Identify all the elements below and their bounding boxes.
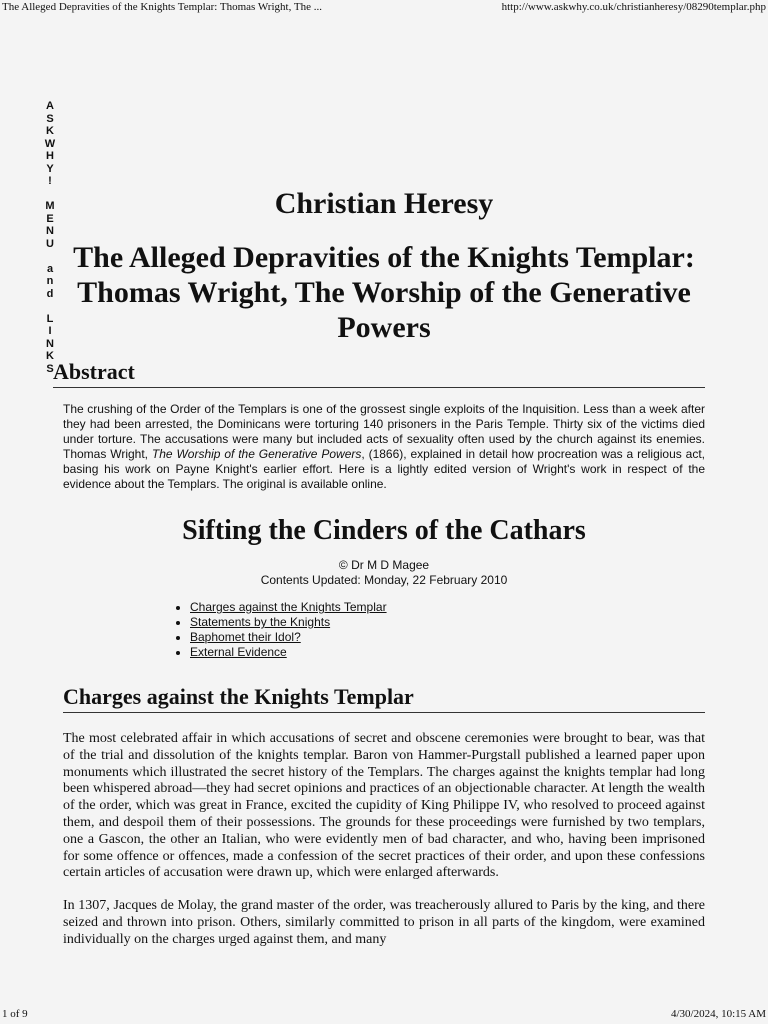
side-menu-letter[interactable]: d: [46, 287, 54, 300]
author-line: © Dr M D Magee: [338, 558, 430, 572]
table-of-contents: [63, 600, 705, 660]
side-menu-letter[interactable]: K: [46, 350, 54, 362]
print-footer: [0, 1008, 768, 1024]
toc-link-baphomet[interactable]: Baphomet their Idol?: [190, 630, 301, 644]
abstract-text-part1: The crushing of the Order of the Templars is one of the grossest single exploits of the Inquisition. Less than a week after they had been arrested, the Dominicans were torturing 140 prisoners in the Paris Temple. Thirty six of the victims died under torture. The accusations were many but included acts of sexuality often used by the church against its enemies. Thomas Wright,: [63, 402, 705, 461]
toc-link-charges[interactable]: Charges against the Knights Templar: [190, 600, 387, 614]
print-datetime: 4/30/2024, 10:15 AM: [670, 1008, 766, 1020]
toc-item: [190, 630, 705, 645]
page-counter: 1 of 9: [2, 1008, 28, 1020]
abstract-text: [63, 402, 705, 492]
charges-paragraph-2: In 1307, Jacques de Molay, the grand master of the order, was treacherously allured to Paris by the king, and there seized and thrown into prison. Others, similarly committed to prison in all parts of the kingdom, were examined individually on the charges urged against them, and many: [63, 898, 705, 947]
side-menu-letter[interactable]: H: [46, 150, 54, 162]
side-menu-letter[interactable]: U: [46, 237, 54, 250]
side-menu-letter[interactable]: L: [46, 312, 54, 325]
side-menu-letter[interactable]: n: [46, 275, 54, 287]
byline: [63, 558, 705, 588]
side-menu-letter[interactable]: A: [46, 100, 54, 112]
print-header-title: The Alleged Depravities of the Knights Templar: Thomas Wright, The ...: [2, 1, 322, 13]
side-menu-letter[interactable]: E: [46, 212, 54, 225]
side-menu-letter[interactable]: !: [48, 175, 52, 187]
toc-link-external[interactable]: External Evidence: [190, 645, 287, 659]
side-menu-letter[interactable]: N: [46, 225, 54, 237]
toc-item: [190, 645, 705, 660]
toc-item: [190, 600, 705, 615]
abstract-heading: Abstract: [53, 359, 705, 388]
side-menu-letter[interactable]: a: [46, 262, 54, 275]
side-menu-letter[interactable]: S: [46, 362, 54, 375]
side-menu-letter[interactable]: Y: [46, 162, 54, 175]
side-menu-letter[interactable]: S: [46, 112, 54, 125]
side-menu-letter[interactable]: I: [48, 325, 52, 337]
side-menu-letter[interactable]: W: [44, 137, 56, 150]
print-header-url: http://www.askwhy.co.uk/christianheresy/08290templar.php: [501, 1, 766, 13]
main-content: [53, 180, 705, 949]
abstract-book-title: The Worship of the Generative Powers: [151, 447, 362, 461]
toc-item: [190, 615, 705, 630]
side-menu-letter[interactable]: N: [46, 337, 54, 350]
page-title: The Alleged Depravities of the Knights Templar: Thomas Wright, The Worship of the Generative Powers: [73, 241, 695, 344]
charges-paragraph-1: The most celebrated affair in which accusations of secret and obscene ceremonies were brought to bear, was that of the trial and dissolution of the knights templar. Baron von Hammer-Purgstall published a learned paper upon monuments which illustrated the secret history of the Templars. The charges against the knights templar had long been whispered abroad—they had secret opinions and practices of an objectionable character. At length the wealth of the order, which was great in France, excited the cupidity of King Philippe IV, who resolved to proceed against them, and despoil them of their possessions. The grounds for these proceedings were furnished by two templars, one a Gascon, the other an Italian, who were evidently men of bad character, and who, having been imprisoned for some offence or offences, made a confession of the secret practices of their order, and upon these confessions certain articles of accusation were drawn up, which were enlarged afterwards.: [63, 731, 705, 881]
updated-line: Contents Updated: Monday, 22 February 2010: [260, 573, 508, 587]
section-heading: Sifting the Cinders of the Cathars: [182, 515, 586, 546]
toc-link-statements[interactable]: Statements by the Knights: [190, 615, 331, 629]
charges-heading: Charges against the Knights Templar: [63, 684, 705, 713]
abstract-text-part2: , (1866), explained in detail how procreation was a religious act, basing his work on Payne Knight's earlier effort. Here is a lightly edited version of Wright's work in respect of the evidence about the Templars. The original is available online.: [63, 447, 705, 491]
side-menu-letter[interactable]: K: [46, 125, 54, 137]
side-menu-letter[interactable]: M: [45, 200, 55, 212]
site-heading: Christian Heresy: [274, 187, 494, 220]
